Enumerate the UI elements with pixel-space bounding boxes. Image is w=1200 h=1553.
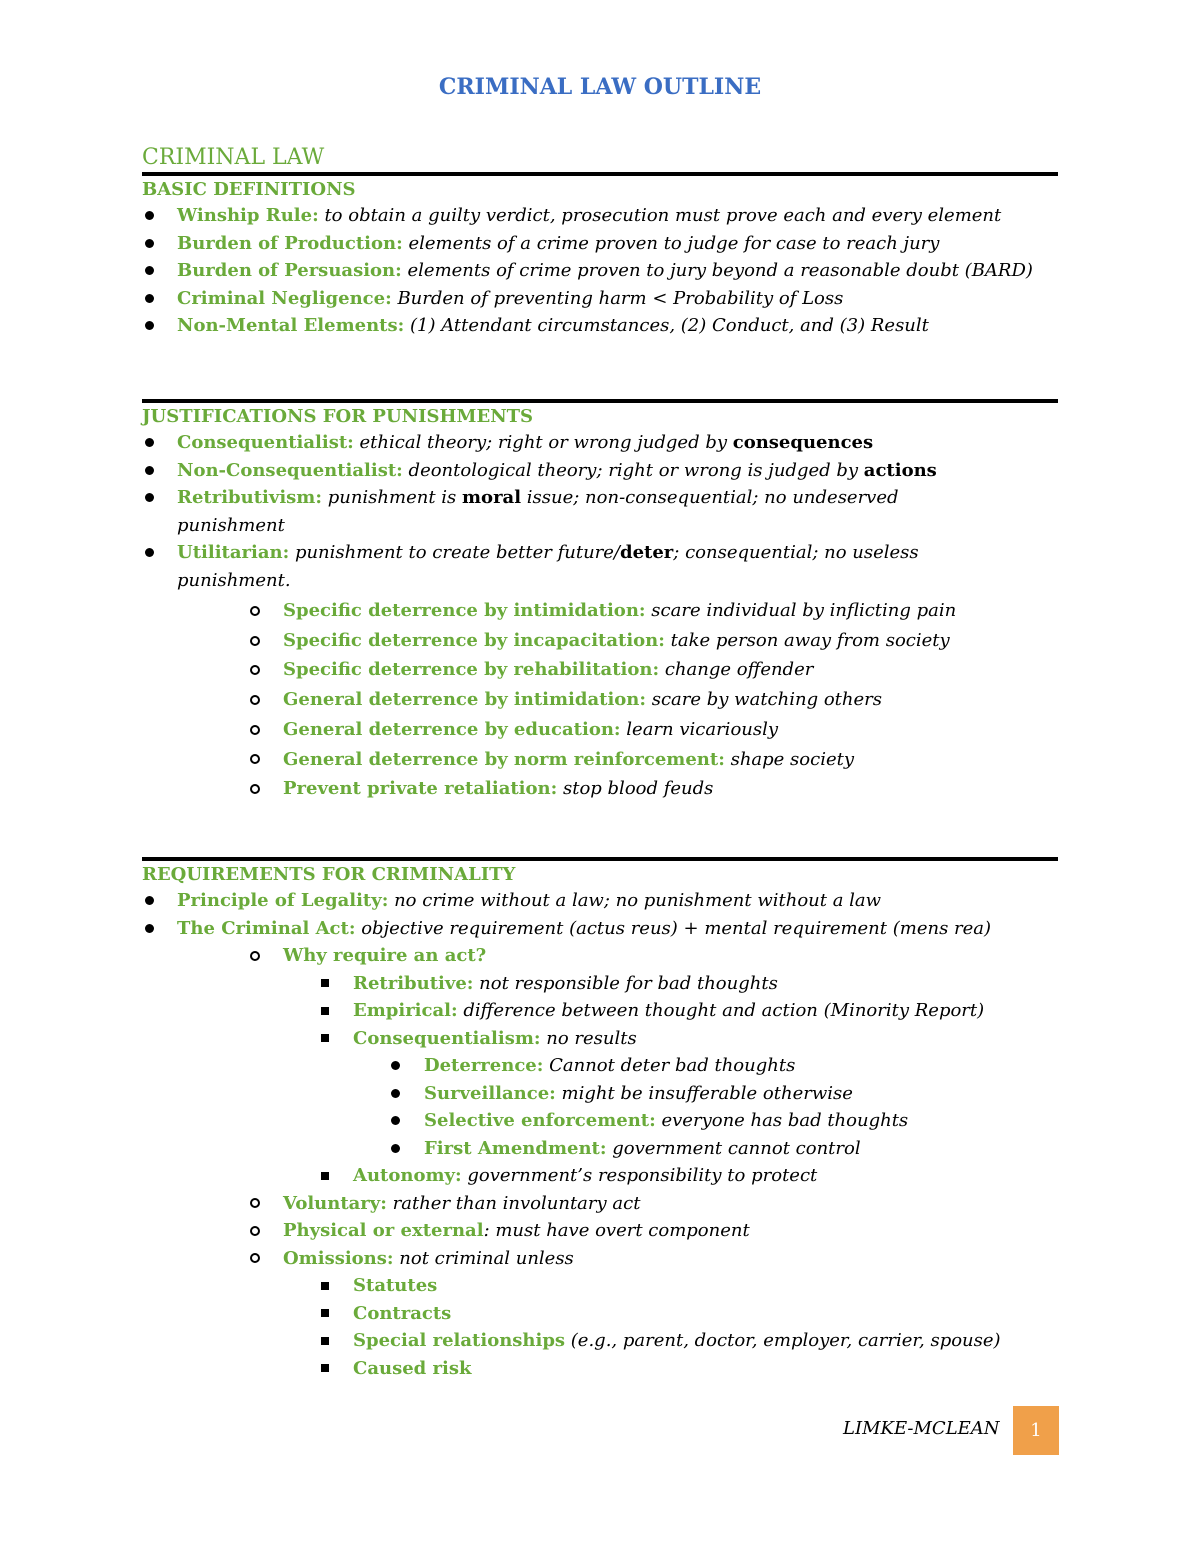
hollow-bullet-icon <box>250 665 260 675</box>
divider <box>142 172 1058 176</box>
hollow-bullet-icon <box>250 784 260 794</box>
hollow-bullet-icon <box>250 1198 260 1208</box>
hollow-bullet-icon <box>250 636 260 646</box>
list-item: Voluntary: rather than involuntary act <box>142 1190 1058 1218</box>
section-heading: JUSTIFICATIONS FOR PUNISHMENTS <box>142 406 534 427</box>
bullet-icon <box>145 896 154 905</box>
list-item: Retributive: not responsible for bad thoughts <box>142 970 1058 998</box>
list-item: General deterrence by education: learn vicariously <box>142 715 1058 745</box>
bullet-icon <box>145 294 154 303</box>
hollow-bullet-icon <box>250 1253 260 1263</box>
list-item: General deterrence by norm reinforcement: shape society <box>142 745 1058 775</box>
square-bullet-icon <box>321 1309 329 1317</box>
bullet-icon <box>145 466 154 475</box>
document-title: CRIMINAL LAW OUTLINE <box>438 74 762 100</box>
square-bullet-icon <box>321 1282 329 1290</box>
list-item: Specific deterrence by incapacitation: take person away from society <box>142 626 1058 656</box>
bullet-icon <box>145 266 154 275</box>
hollow-bullet-icon <box>250 951 260 961</box>
section-heading: REQUIREMENTS FOR CRIMINALITY <box>142 864 516 885</box>
bullet-icon <box>145 438 154 447</box>
square-bullet-icon <box>321 1337 329 1345</box>
square-bullet-icon <box>321 1007 329 1015</box>
list-item: Empirical: difference between thought and action (Minority Report) <box>142 997 1058 1025</box>
list-item: Prevent private retaliation: stop blood feuds <box>142 774 1058 804</box>
footer-author: LIMKE-MCLEAN <box>843 1418 1000 1439</box>
list-item: Contracts <box>142 1300 1058 1328</box>
hollow-bullet-icon <box>250 695 260 705</box>
bullet-icon <box>145 211 154 220</box>
list-item: Utilitarian: punishment to create better future/deter; consequential; no useless punishment. <box>142 539 957 594</box>
list-item: Caused risk <box>142 1355 1058 1383</box>
list-item: Physical or external: must have overt component <box>142 1217 1058 1245</box>
list-item: Winship Rule: to obtain a guilty verdict, prosecution must prove each and every element <box>142 202 957 230</box>
list-item: Statutes <box>142 1272 1058 1300</box>
square-bullet-icon <box>321 979 329 987</box>
list-item: Deterrence: Cannot deter bad thoughts <box>142 1052 1058 1080</box>
bullet-icon <box>145 548 154 557</box>
hollow-bullet-icon <box>250 1226 260 1236</box>
list-item: Burden of Production: elements of a crime proven to judge for case to reach jury <box>142 230 957 258</box>
list-item: Non-Consequentialist: deontological theory; right or wrong is judged by actions <box>142 457 957 485</box>
list-item: Special relationships (e.g., parent, doctor, employer, carrier, spouse) <box>142 1327 1058 1355</box>
list-item: Criminal Negligence: Burden of preventing harm < Probability of Loss <box>142 285 957 313</box>
section-justifications <box>142 399 1058 804</box>
bullet-icon <box>145 239 154 248</box>
list-item: Specific deterrence by rehabilitation: change offender <box>142 655 1058 685</box>
list-item: Omissions: not criminal unless <box>142 1245 1058 1273</box>
bullet-icon <box>391 1144 400 1153</box>
list-item: Surveillance: might be insufferable otherwise <box>142 1080 1058 1108</box>
bullet-icon <box>391 1061 400 1070</box>
list-item: Selective enforcement: everyone has bad thoughts <box>142 1107 1058 1135</box>
bullet-icon <box>391 1089 400 1098</box>
list-item: Autonomy: government’s responsibility to protect <box>142 1162 1058 1190</box>
hollow-bullet-icon <box>250 606 260 616</box>
list-item: First Amendment: government cannot control <box>142 1135 1058 1163</box>
list-item: Retributivism: punishment is moral issue; non-consequential; no undeserved punishment <box>142 484 957 539</box>
bullet-icon <box>145 493 154 502</box>
section-heading: BASIC DEFINITIONS <box>142 179 356 200</box>
list-item: Principle of Legality: no crime without a law; no punishment without a law <box>142 887 957 915</box>
hollow-bullet-icon <box>250 754 260 764</box>
divider <box>142 399 1058 403</box>
list-item: Non-Mental Elements: (1) Attendant circumstances, (2) Conduct, and (3) Result <box>142 312 957 340</box>
list-item: General deterrence by intimidation: scare by watching others <box>142 685 1058 715</box>
list-item: The Criminal Act: objective requirement (actus reus) + mental requirement (mens rea) <box>142 915 957 943</box>
bullet-icon <box>391 1116 400 1125</box>
bullet-icon <box>145 924 154 933</box>
page-number: 1 <box>1013 1406 1059 1455</box>
list-item: Consequentialism: no results <box>142 1025 1058 1053</box>
section-basic-definitions <box>142 144 1058 340</box>
main-heading: CRIMINAL LAW <box>142 145 325 170</box>
square-bullet-icon <box>321 1364 329 1372</box>
list-item: Consequentialist: ethical theory; right or wrong judged by consequences <box>142 429 957 457</box>
list-item: Burden of Persuasion: elements of crime proven to jury beyond a reasonable doubt (BARD) <box>142 257 957 285</box>
square-bullet-icon <box>321 1172 329 1180</box>
square-bullet-icon <box>321 1034 329 1042</box>
hollow-bullet-icon <box>250 725 260 735</box>
divider <box>142 857 1058 861</box>
list-item: Specific deterrence by intimidation: scare individual by inflicting pain <box>142 596 1058 626</box>
section-requirements <box>142 857 1058 1382</box>
bullet-icon <box>145 321 154 330</box>
list-item: Why require an act? <box>142 942 1058 970</box>
